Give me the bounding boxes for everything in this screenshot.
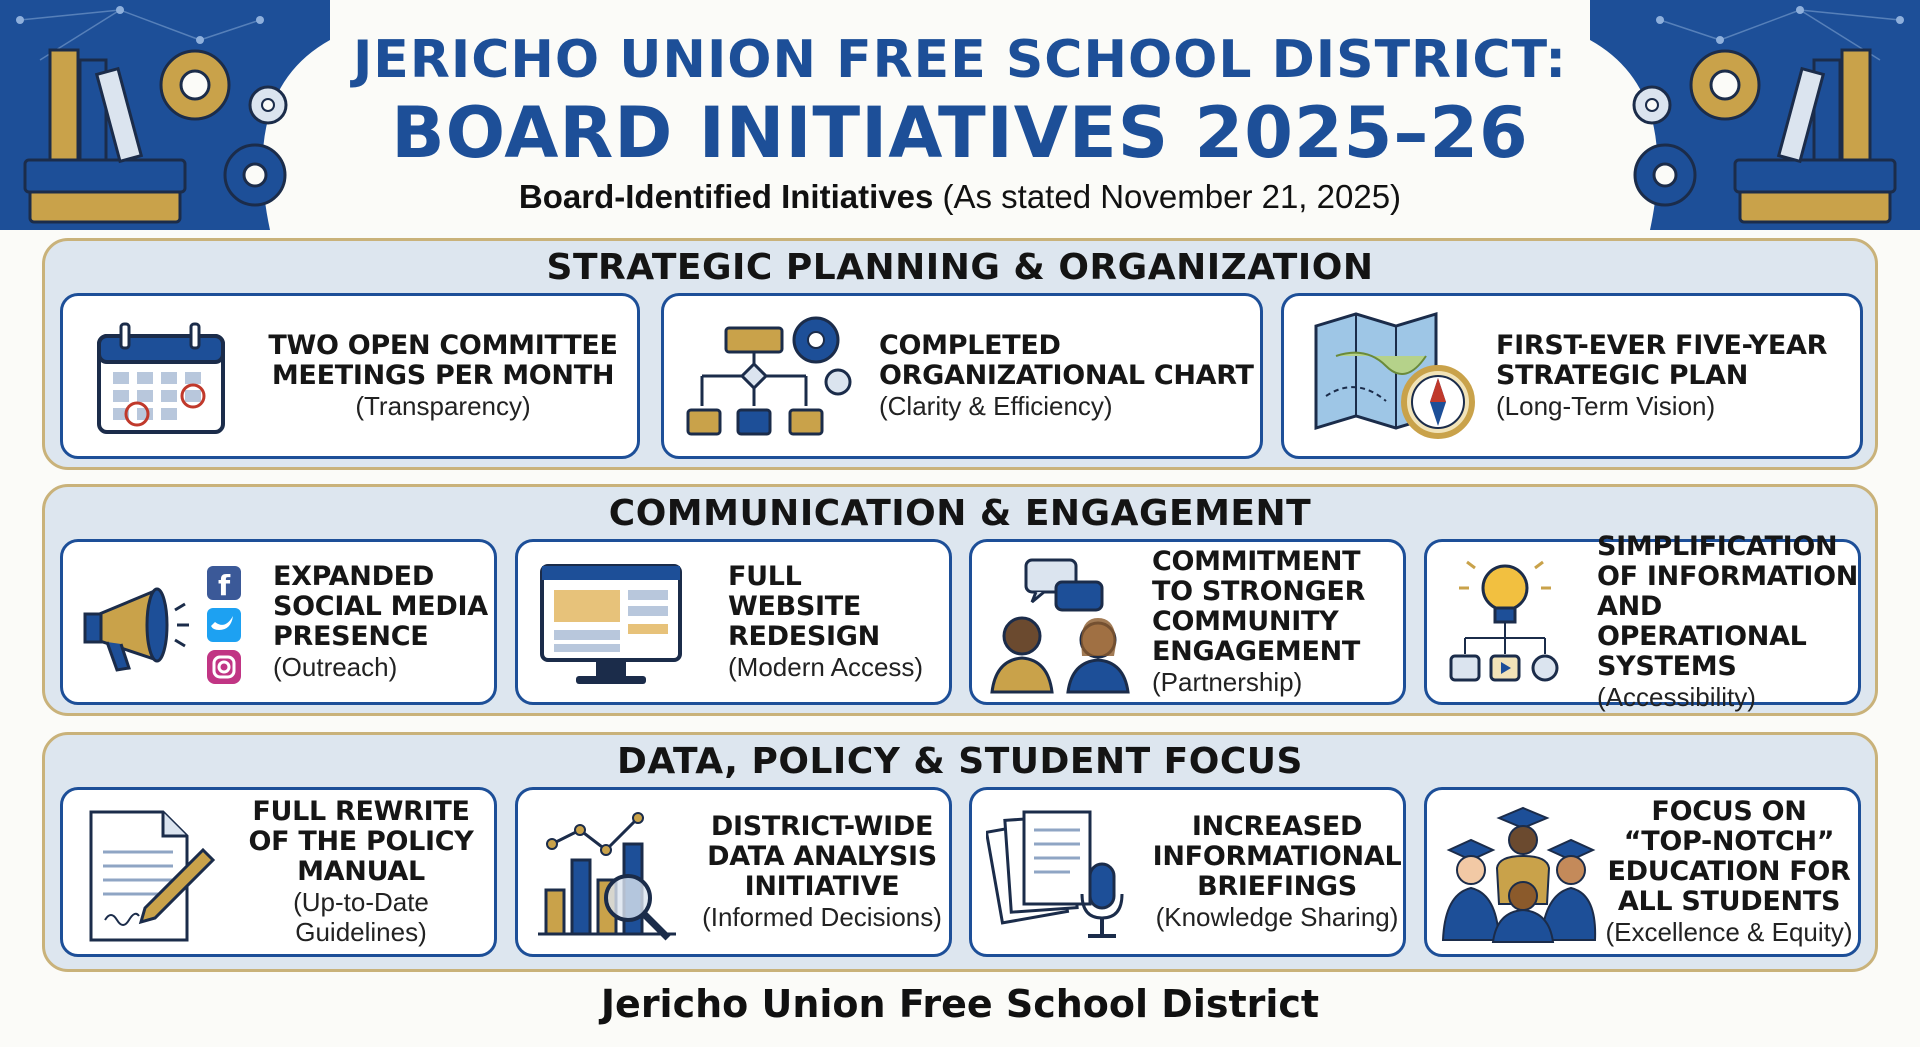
- card-top-notch-education: [1424, 787, 1861, 957]
- document-pencil-icon: [81, 806, 221, 946]
- card-website: [515, 539, 952, 705]
- card-title: FULL WEBSITE REDESIGN: [728, 561, 880, 652]
- svg-text:f: f: [218, 569, 231, 602]
- card-text: [728, 562, 943, 682]
- card-subtitle: (Excellence & Equity): [1605, 917, 1853, 947]
- subtitle-bold: Board-Identified Initiatives: [518, 178, 934, 215]
- card-title: FULL REWRITE OF THE POLICY MANUAL: [248, 796, 474, 887]
- people-chat-icon: [986, 556, 1136, 696]
- header: [0, 0, 1920, 230]
- card-text: [273, 562, 493, 682]
- card-title: FOCUS ON “TOP-NOTCH” EDUCATION FOR ALL STUDENTS: [1607, 796, 1851, 917]
- card-subtitle: (Accessibility): [1597, 682, 1756, 712]
- map-compass-icon: [1306, 306, 1486, 446]
- calendar-icon: [91, 318, 231, 438]
- card-subtitle: (Long-Term Vision): [1496, 391, 1716, 421]
- card-title: COMPLETED ORGANIZATIONAL CHART: [879, 330, 1254, 391]
- bar-chart-magnifier-icon: [532, 804, 682, 944]
- card-text: [698, 812, 946, 932]
- card-policy-manual: [60, 787, 497, 957]
- section-title: DATA, POLICY & STUDENT FOCUS: [617, 741, 1303, 782]
- section-data-policy: [42, 732, 1878, 972]
- card-title: DISTRICT-WIDE DATA ANALYSIS INITIATIVE: [707, 811, 937, 902]
- card-text: [1597, 532, 1859, 712]
- card-simplification: [1424, 531, 1861, 712]
- papers-microphone-icon: [986, 804, 1136, 944]
- card-text: [263, 331, 623, 421]
- card-data-analysis: [515, 787, 952, 957]
- card-social-media: [60, 539, 497, 705]
- card-committee-meetings: [60, 293, 640, 459]
- card-subtitle: (Transparency): [355, 391, 531, 421]
- card-subtitle: (Up-to-Date Guidelines): [293, 887, 429, 947]
- card-text: [1496, 331, 1851, 421]
- section-communication: [42, 484, 1878, 716]
- card-text: [879, 331, 1259, 421]
- card-subtitle: (Outreach): [273, 652, 398, 682]
- card-text: [1152, 547, 1397, 697]
- section-strategic-planning: [42, 238, 1878, 470]
- card-subtitle: (Clarity & Efficiency): [879, 391, 1113, 421]
- card-title: TWO OPEN COMMITTEE MEETINGS PER MONTH: [268, 330, 618, 391]
- card-subtitle: (Partnership): [1152, 667, 1303, 697]
- monitor-icon: [536, 560, 686, 690]
- card-briefings: [969, 787, 1406, 957]
- graduates-icon: [1437, 804, 1597, 944]
- card-title: COMMITMENT TO STRONGER COMMUNITY ENGAGEMENT: [1152, 546, 1366, 667]
- subtitle-date: (As stated November 21, 2025): [933, 178, 1402, 215]
- lightbulb-icon: [1441, 554, 1571, 694]
- section-title: STRATEGIC PLANNING & ORGANIZATION: [546, 247, 1374, 288]
- page-title-line2: BOARD INITIATIVES 2025–26: [391, 92, 1529, 174]
- page-subtitle: [0, 178, 1920, 216]
- card-text: [1603, 797, 1855, 947]
- card-org-chart: [661, 293, 1263, 459]
- footer-district-name: Jericho Union Free School District: [600, 982, 1320, 1026]
- megaphone-icon: [77, 560, 247, 690]
- page-title-line1: JERICHO UNION FREE SCHOOL DISTRICT:: [352, 30, 1568, 90]
- card-title: INCREASED INFORMATIONAL BRIEFINGS: [1152, 811, 1402, 902]
- card-subtitle: (Modern Access): [728, 652, 924, 682]
- card-title: EXPANDED SOCIAL MEDIA PRESENCE: [273, 561, 488, 652]
- card-subtitle: (Knowledge Sharing): [1155, 902, 1399, 932]
- card-strategic-plan: [1281, 293, 1863, 459]
- card-title: FIRST-EVER FIVE-YEAR STRATEGIC PLAN: [1496, 330, 1828, 391]
- section-title: COMMUNICATION & ENGAGEMENT: [608, 493, 1312, 534]
- card-text: [231, 797, 491, 947]
- card-subtitle: (Informed Decisions): [702, 902, 942, 932]
- org-chart-icon: [686, 312, 856, 442]
- card-community: [969, 539, 1406, 705]
- card-title: SIMPLIFICATION OF INFORMATION AND OPERATIONAL SYSTEMS: [1597, 531, 1859, 682]
- card-text: [1152, 812, 1402, 932]
